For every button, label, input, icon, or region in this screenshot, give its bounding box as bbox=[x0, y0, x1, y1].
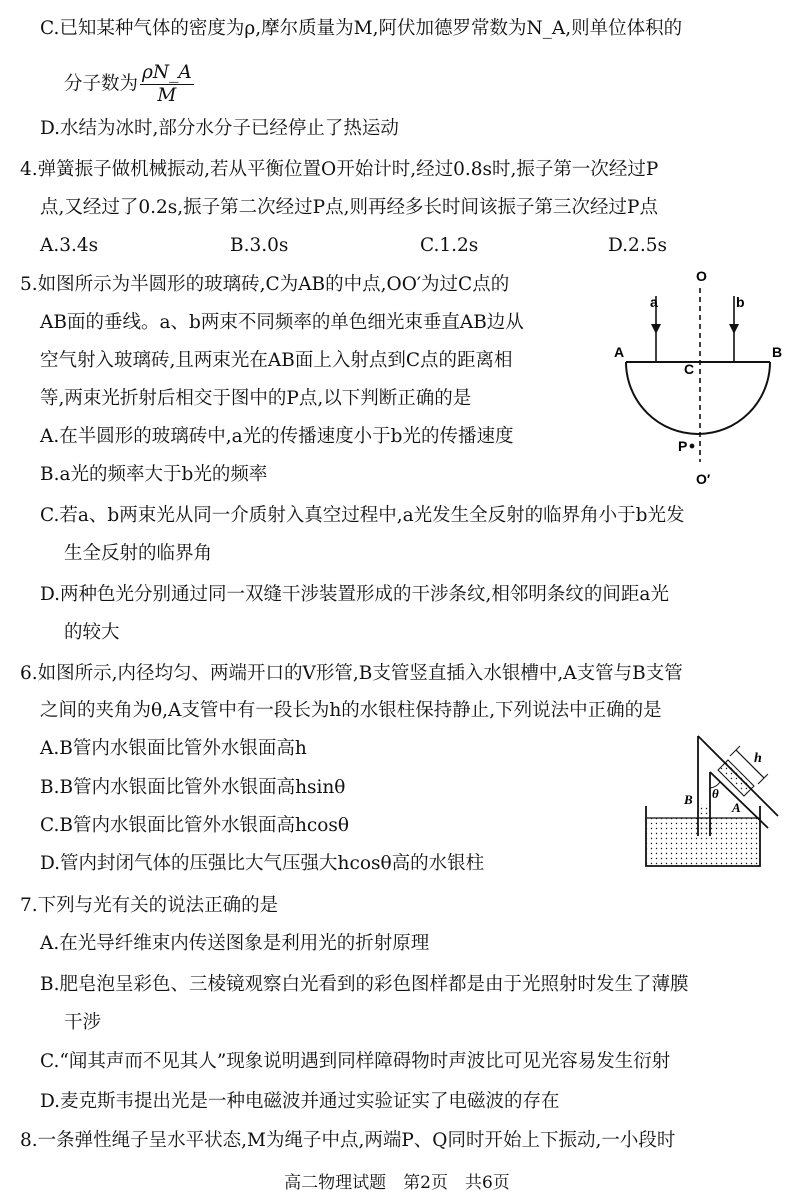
q3-option-c-line2 bbox=[64, 62, 194, 107]
mercury-in-b-tube bbox=[699, 804, 709, 836]
q6-option-a: A.B管内水银面比管外水银面高h bbox=[40, 738, 307, 759]
label-c: C bbox=[684, 361, 695, 377]
q5-stem-line1: 5.如图所示为半圆形的玻璃砖,C为AB的中点,OO′为过C点的 bbox=[20, 274, 510, 295]
label-b-tube: B bbox=[684, 792, 693, 807]
q7-option-c: C.“闻其声而不见其人”现象说明遇到同样障碍物时声波比可见光容易发生衍射 bbox=[40, 1051, 671, 1072]
q7-option-d: D.麦克斯韦提出光是一种电磁波并通过实验证实了电磁波的存在 bbox=[40, 1091, 560, 1112]
label-a-end: A bbox=[614, 344, 625, 360]
q5-option-c-line2: 生全反射的临界角 bbox=[64, 543, 213, 564]
label-a-tube: A bbox=[732, 800, 741, 815]
q3-fraction bbox=[140, 62, 194, 107]
label-a: a bbox=[650, 294, 658, 310]
q6-option-d: D.管内封闭气体的压强比大气压强大hcosθ高的水银柱 bbox=[40, 853, 485, 874]
q4-options bbox=[40, 233, 760, 259]
q5-stem-line3: 空气射入玻璃砖,且两束光在AB面上入射点到C点的距离相 bbox=[40, 350, 513, 371]
label-b: b bbox=[736, 294, 745, 310]
label-theta: θ bbox=[712, 786, 719, 801]
label-p: P bbox=[678, 438, 688, 454]
q3-fraction-denominator: M bbox=[157, 85, 177, 106]
q5-stem-line2: AB面的垂线。a、b两束不同频率的单色细光束垂直AB边从 bbox=[40, 312, 524, 333]
q5-option-d-line1: D.两种色光分别通过同一双缝干涉装置形成的干涉条纹,相邻明条纹的间距a光 bbox=[40, 584, 669, 605]
q5-stem-line4: 等,两束光折射后相交于图中的P点,以下判断正确的是 bbox=[40, 388, 472, 409]
q7-option-b-line1: B.肥皂泡呈彩色、三棱镜观察白光看到的彩色图样都是由于光照射时发生了薄膜 bbox=[40, 974, 689, 995]
label-o: O bbox=[696, 268, 707, 284]
ray-a-arrow-icon bbox=[651, 324, 661, 334]
q6-stem-line1: 6.如图所示,内径均匀、两端开口的V形管,B支管竖直插入水银槽中,A支管与B支管 bbox=[20, 663, 683, 684]
mercury-column-a bbox=[718, 760, 754, 796]
semicircle-arc bbox=[626, 362, 770, 434]
h-tick-bottom bbox=[758, 774, 768, 784]
q7-option-a: A.在光导纤维束内传送图象是利用光的折射原理 bbox=[40, 933, 430, 954]
q3-option-c-prefix: 分子数为 bbox=[64, 73, 139, 95]
q4-option-d: D.2.5s bbox=[608, 235, 667, 256]
q5-option-d-line2: 的较大 bbox=[64, 622, 120, 643]
q8-stem-line1: 8.一条弹性绳子呈水平状态,M为绳子中点,两端P、Q同时开始上下振动,一小段时 bbox=[20, 1130, 676, 1151]
q7-stem: 7.下列与光有关的说法正确的是 bbox=[20, 895, 279, 916]
q5-option-a: A.在半圆形的玻璃砖中,a光的传播速度小于b光的传播速度 bbox=[40, 426, 514, 447]
h-tick-top bbox=[730, 746, 740, 756]
q3-option-d: D.水结为冰时,部分水分子已经停止了热运动 bbox=[40, 118, 399, 139]
q5-option-c-line1: C.若a、b两束光从同一介质射入真空过程中,a光发生全反射的临界角小于b光发 bbox=[40, 505, 685, 526]
q4-option-b: B.3.0s bbox=[230, 235, 289, 256]
page-footer: 高二物理试题 第2页 共6页 bbox=[284, 1173, 510, 1193]
q4-stem-line2: 点,又经过了0.2s,振子第二次经过P点,则再经多长时间该振子第三次经过P点 bbox=[40, 197, 658, 218]
q4-stem-line1: 4.弹簧振子做机械振动,若从平衡位置O开始计时,经过0.8s时,振子第一次经过P bbox=[20, 159, 659, 180]
ray-b-arrow-icon bbox=[729, 324, 739, 334]
q7-option-b-line2: 干涉 bbox=[64, 1012, 102, 1033]
q3-option-c-line1: C.已知某种气体的密度为ρ,摩尔质量为M,阿伏加德罗常数为N_A,则单位体积的 bbox=[40, 18, 683, 39]
q5-option-b: B.a光的频率大于b光的频率 bbox=[40, 464, 268, 485]
q6-figure-v-tube bbox=[640, 732, 788, 872]
q3-fraction-numerator: ρN_A bbox=[142, 62, 192, 83]
q6-option-b: B.B管内水银面比管外水银面高hsinθ bbox=[40, 777, 346, 798]
label-h: h bbox=[754, 751, 762, 766]
q4-option-a: A.3.4s bbox=[40, 235, 99, 256]
q6-stem-line2: 之间的夹角为θ,A支管中有一段长为h的水银柱保持静止,下列说法中正确的是 bbox=[40, 700, 662, 721]
q6-option-c: C.B管内水银面比管外水银面高hcosθ bbox=[40, 815, 350, 836]
label-b-end: B bbox=[772, 344, 783, 360]
point-p bbox=[690, 444, 695, 449]
label-o-prime: O′ bbox=[696, 471, 711, 487]
q5-figure-semicircle-glass bbox=[612, 262, 784, 492]
q4-option-c: C.1.2s bbox=[420, 235, 479, 256]
